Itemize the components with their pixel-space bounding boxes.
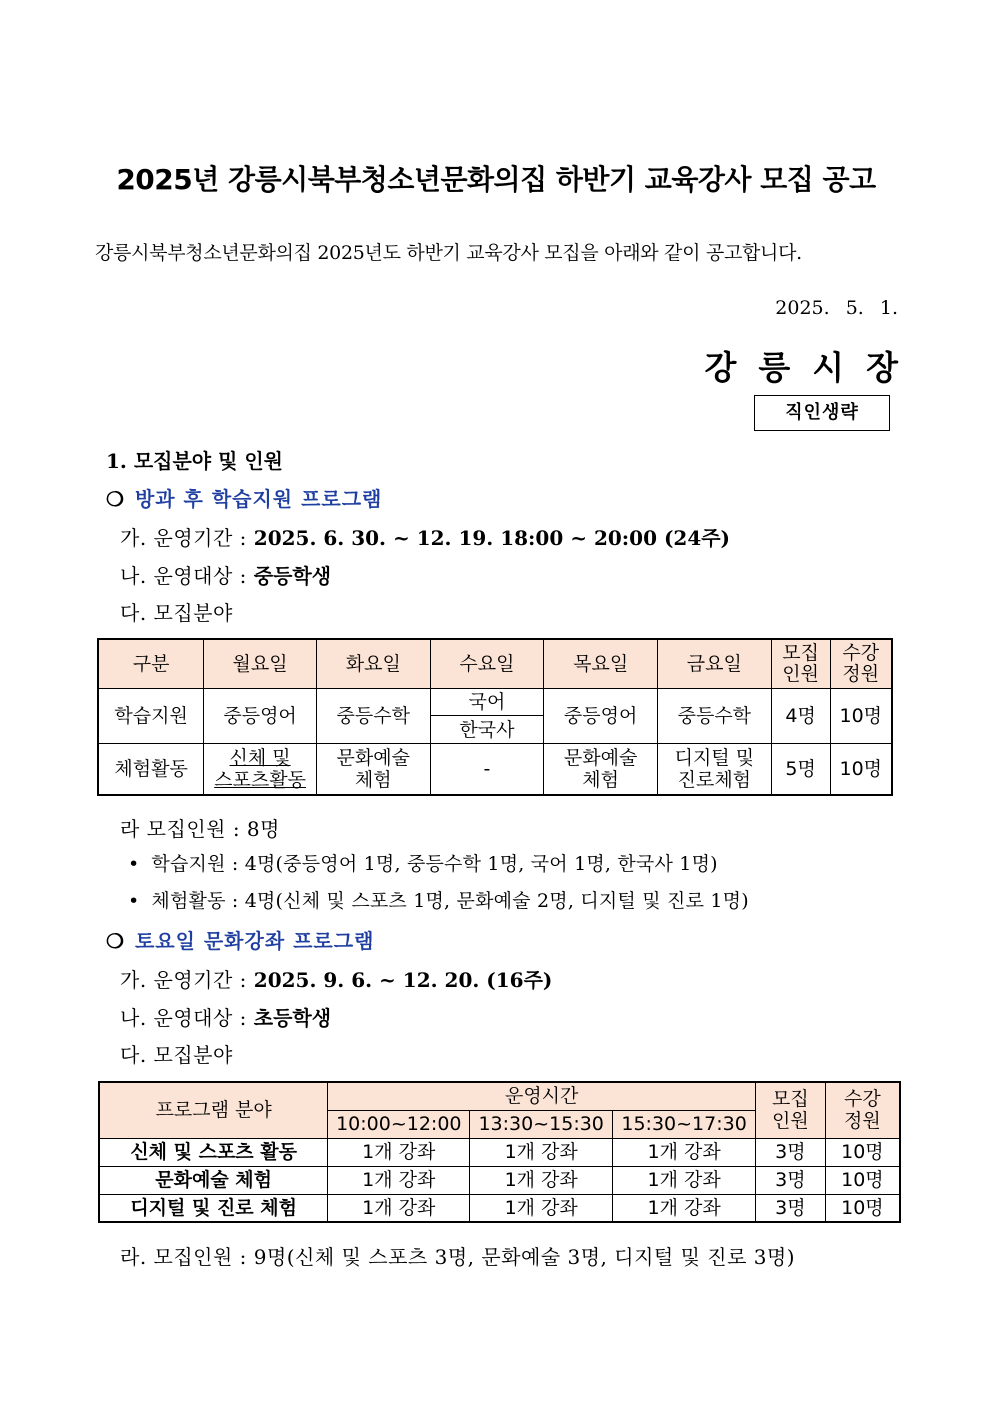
table-cell: 중등영어 bbox=[544, 689, 658, 744]
table-cell: 3명 bbox=[756, 1194, 826, 1222]
table-cell: 10명 bbox=[830, 689, 892, 744]
table-header: 화요일 bbox=[316, 639, 430, 689]
program-period bbox=[120, 964, 552, 993]
table-cell: 중등영어 bbox=[204, 689, 317, 744]
table-cell: 10명 bbox=[825, 1166, 900, 1194]
recruit-count: 라 모집인원 : 8명 bbox=[120, 817, 280, 841]
recruit-count: 라. 모집인원 : 9명(신체 및 스포츠 3명, 문화예술 3명, 디지털 및 진로 3명) bbox=[120, 1245, 796, 1269]
period-label: 가. 운영기간 : bbox=[120, 526, 254, 550]
section-heading: 1. 모집분야 및 인원 bbox=[106, 449, 284, 473]
target-label: 나. 운영대상 : bbox=[120, 564, 254, 588]
target-value: 초등학생 bbox=[253, 1006, 332, 1030]
bullet-dot-icon: • bbox=[128, 890, 140, 912]
table-cell: 중등수학 bbox=[316, 689, 430, 744]
program-target bbox=[120, 560, 331, 589]
table-cell: 1개 강좌 bbox=[613, 1166, 756, 1194]
table-row bbox=[99, 1138, 900, 1166]
table-header: 10:00~12:00 bbox=[328, 1110, 470, 1138]
table-header: 모집 인원 bbox=[756, 1082, 826, 1138]
weekday-schedule-table bbox=[97, 638, 893, 796]
table-header: 구분 bbox=[98, 639, 204, 689]
table-cell: 1개 강좌 bbox=[328, 1166, 470, 1194]
table-cell: 신체 및 스포츠 활동 bbox=[99, 1138, 328, 1166]
intro-text: 강릉시북부청소년문화의집 2025년도 하반기 교육강사 모집을 아래와 같이 공고합니다. bbox=[95, 242, 802, 264]
field-label: 다. 모집분야 bbox=[120, 601, 233, 625]
circle-bullet-icon: ❍ bbox=[106, 929, 125, 953]
list-item bbox=[128, 886, 749, 913]
table-cell: 문화예술 체험 bbox=[544, 744, 658, 795]
program-period bbox=[120, 522, 730, 551]
program-heading bbox=[106, 925, 374, 954]
program-name: 토요일 문화강좌 프로그램 bbox=[134, 929, 375, 953]
table-header: 수강 정원 bbox=[830, 639, 892, 689]
program-target bbox=[120, 1002, 331, 1031]
table-cell: 1개 강좌 bbox=[613, 1138, 756, 1166]
table-header: 운영시간 bbox=[328, 1082, 756, 1110]
table-cell: 학습지원 bbox=[98, 689, 204, 744]
page-title: 2025년 강릉시북부청소년문화의집 하반기 교육강사 모집 공고 bbox=[116, 163, 876, 196]
table-header: 13:30~15:30 bbox=[470, 1110, 613, 1138]
table-row bbox=[99, 1194, 900, 1222]
table-cell: 10명 bbox=[825, 1138, 900, 1166]
table-header-row bbox=[98, 639, 892, 689]
table-cell: - bbox=[430, 744, 544, 795]
target-value: 중등학생 bbox=[253, 564, 332, 588]
table-header: 월요일 bbox=[204, 639, 317, 689]
table-cell: 10명 bbox=[830, 744, 892, 795]
period-value: 2025. 6. 30. ~ 12. 19. 18:00 ~ 20:00 (24주) bbox=[253, 526, 731, 550]
table-cell: 1개 강좌 bbox=[613, 1194, 756, 1222]
table-header: 금요일 bbox=[657, 639, 771, 689]
seal-omitted-box: 직인생략 bbox=[754, 395, 890, 431]
table-header: 수요일 bbox=[430, 639, 544, 689]
table-row bbox=[98, 744, 892, 795]
table-cell: 문화예술 체험 bbox=[316, 744, 430, 795]
table-cell: 체험활동 bbox=[98, 744, 204, 795]
bullet-text: 학습지원 : 4명(중등영어 1명, 중등수학 1명, 국어 1명, 한국사 1명) bbox=[151, 853, 718, 875]
target-label: 나. 운영대상 : bbox=[120, 1006, 254, 1030]
table-cell: 5명 bbox=[771, 744, 830, 795]
table-header: 15:30~17:30 bbox=[613, 1110, 756, 1138]
table-cell: 문화예술 체험 bbox=[99, 1166, 328, 1194]
table-cell: 1개 강좌 bbox=[470, 1138, 613, 1166]
table-header: 모집 인원 bbox=[771, 639, 830, 689]
table-cell: 한국사 bbox=[430, 716, 544, 744]
table-cell: 1개 강좌 bbox=[470, 1194, 613, 1222]
table-cell: 국어 bbox=[430, 689, 544, 716]
table-cell: 디지털 및 진로 체험 bbox=[99, 1194, 328, 1222]
table-cell: 중등수학 bbox=[657, 689, 771, 744]
table-cell: 4명 bbox=[771, 689, 830, 744]
table-row bbox=[99, 1166, 900, 1194]
table-header: 프로그램 분야 bbox=[99, 1082, 328, 1138]
bullet-dot-icon: • bbox=[128, 853, 140, 875]
program-heading bbox=[106, 483, 382, 512]
issuer-name: 강릉시장 bbox=[704, 348, 920, 387]
table-cell: 신체 및 스포츠활동 bbox=[204, 744, 317, 795]
table-cell: 1개 강좌 bbox=[328, 1194, 470, 1222]
table-cell: 디지털 및 진로체험 bbox=[657, 744, 771, 795]
saturday-schedule-table bbox=[98, 1081, 901, 1223]
bullet-text: 체험활동 : 4명(신체 및 스포츠 1명, 문화예술 2명, 디지털 및 진로 1명) bbox=[151, 890, 749, 912]
table-header: 목요일 bbox=[544, 639, 658, 689]
table-header: 수강 정원 bbox=[825, 1082, 900, 1138]
table-cell: 10명 bbox=[825, 1194, 900, 1222]
table-cell: 3명 bbox=[756, 1166, 826, 1194]
announcement-date: 2025. 5. 1. bbox=[775, 297, 898, 319]
table-cell: 3명 bbox=[756, 1138, 826, 1166]
table-row bbox=[98, 689, 892, 716]
circle-bullet-icon: ❍ bbox=[106, 487, 125, 511]
list-item bbox=[128, 849, 718, 876]
table-cell: 1개 강좌 bbox=[470, 1166, 613, 1194]
table-cell: 1개 강좌 bbox=[328, 1138, 470, 1166]
table-header-row bbox=[99, 1082, 900, 1110]
period-label: 가. 운영기간 : bbox=[120, 968, 254, 992]
field-label: 다. 모집분야 bbox=[120, 1043, 233, 1067]
program-name: 방과 후 학습지원 프로그램 bbox=[134, 487, 383, 511]
period-value: 2025. 9. 6. ~ 12. 20. (16주) bbox=[253, 968, 553, 992]
